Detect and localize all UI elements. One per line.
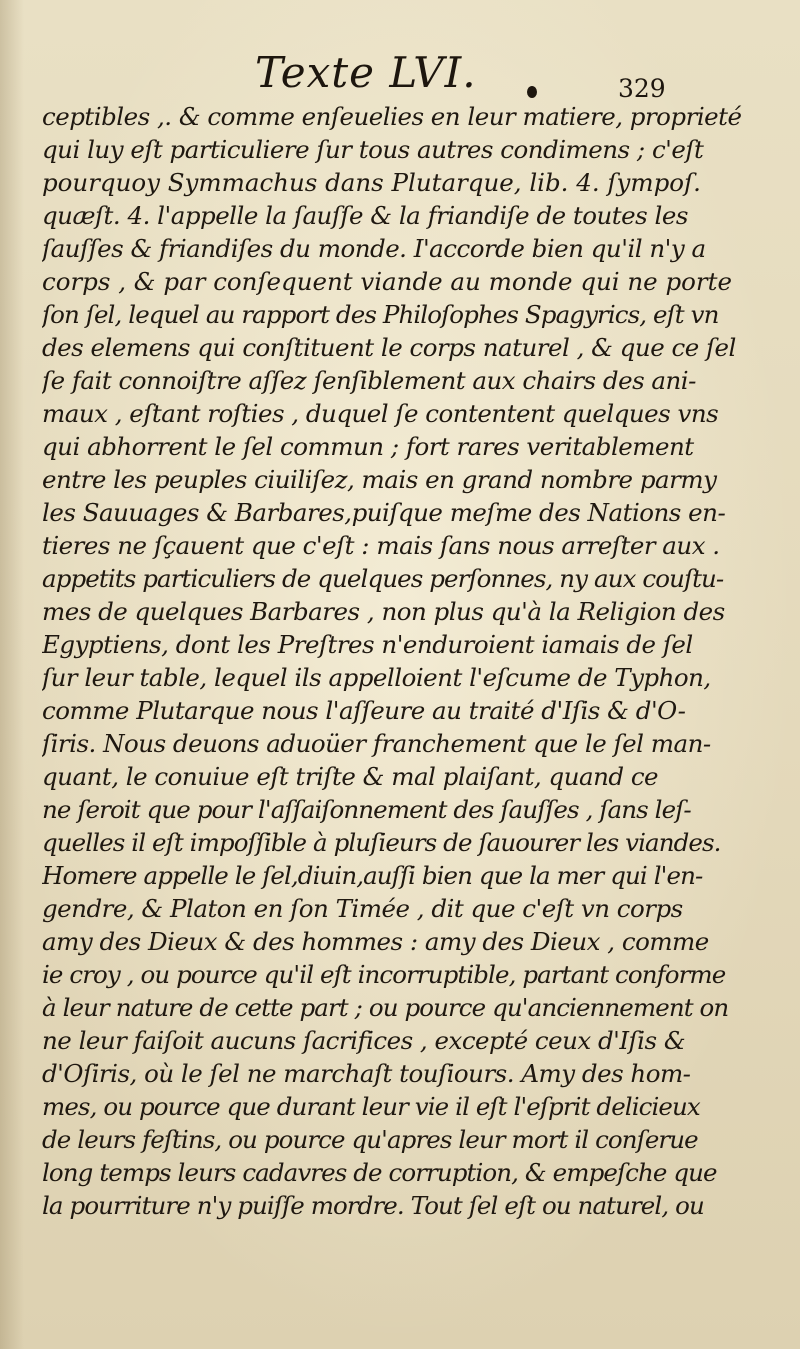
text-line: les Sauuages & Barbares,puiſque meſme des Nations en- xyxy=(42,498,726,527)
text-line: comme Plutarque nous l'aſſeure au traité d'Iſis & d'O- xyxy=(42,696,686,725)
text-line: à leur nature de cette part ; ou pource qu'anciennement on xyxy=(42,993,729,1022)
text-line: d'Oſiris, où le ſel ne marchaſt touſiours. Amy des hom- xyxy=(42,1059,691,1088)
text-line: ne leur faiſoit aucuns ſacrifices , excepté ceux d'Iſis & xyxy=(42,1026,686,1055)
page-header xyxy=(0,38,800,103)
text-line: entre les peuples ciuiliſez, mais en grand nombre parmy xyxy=(42,465,717,494)
text-line: quæſt. 4. l'appelle la ſauſſe & la friandiſe de toutes les xyxy=(42,201,688,230)
running-head: Texte LVI. xyxy=(255,48,477,97)
text-line: mes, ou pource que durant leur vie il eſt l'eſprit delicieux xyxy=(42,1092,700,1121)
text-line: ceptibles ,. & comme enſeuelies en leur matiere, proprieté xyxy=(42,102,742,131)
text-line: Egyptiens, dont les Preſtres n'enduroient iamais de ſel xyxy=(42,630,693,659)
text-line: appetits particuliers de quelques perſonnes, ny aux couſtu- xyxy=(42,564,724,593)
body-text xyxy=(42,100,782,1222)
text-line: de leurs feſtins, ou pource qu'apres leur mort il conſerue xyxy=(42,1125,698,1154)
text-line: pourquoy Symmachus dans Plutarque, lib. 4. ſympoſ. xyxy=(42,168,701,197)
text-line: ſiris. Nous deuons aduoüer franchement que le ſel man- xyxy=(42,729,711,758)
text-line: corps , & par conſequent viande au monde qui ne porte xyxy=(42,267,732,296)
text-line: ne ſeroit que pour l'aſſaiſonnement des ſauſſes , ſans leſ- xyxy=(42,795,691,824)
gutter-shadow xyxy=(0,0,24,1349)
text-line: ie croy , ou pource qu'il eſt incorruptible, partant conforme xyxy=(42,960,726,989)
ink-spot xyxy=(527,86,537,98)
text-line: maux , eſtant roſties , duquel ſe contentent quelques vns xyxy=(42,399,719,428)
text-line: quant, le conuiue eſt triſte & mal plaiſant, quand ce xyxy=(42,762,659,791)
text-line: ſur leur table, lequel ils appelloient l'eſcume de Typhon, xyxy=(42,663,711,692)
text-line: qui abhorrent le ſel commun ; fort rares veritablement xyxy=(42,432,694,461)
text-line: tieres ne ſçauent que c'eſt : mais ſans nous arreſter aux . xyxy=(42,531,720,560)
text-line: gendre, & Platon en ſon Timée , dit que c'eſt vn corps xyxy=(42,894,683,923)
text-line: la pourriture n'y puiſſe mordre. Tout ſel eſt ou naturel, ou xyxy=(42,1191,704,1220)
text-line: Homere appelle le ſel,diuin,auſſi bien que la mer qui l'en- xyxy=(42,861,703,890)
page-number: 329 xyxy=(618,74,666,103)
text-line: ſe fait connoiſtre aſſez ſenſiblement aux chairs des ani- xyxy=(42,366,696,395)
text-line: ſauſſes & friandiſes du monde. I'accorde bien qu'il n'y a xyxy=(42,234,706,263)
text-line: mes de quelques Barbares , non plus qu'à la Religion des xyxy=(42,597,725,626)
text-line: ſon ſel, lequel au rapport des Philoſophes Spagyrics, eſt vn xyxy=(42,300,719,329)
text-line: long temps leurs cadavres de corruption, & empeſche que xyxy=(42,1158,717,1187)
text-line: amy des Dieux & des hommes : amy des Dieux , comme xyxy=(42,927,709,956)
text-line: qui luy eſt particuliere ſur tous autres condimens ; c'eſt xyxy=(42,135,704,164)
text-line: quelles il eſt impoſſible à pluſieurs de ſauourer les viandes. xyxy=(42,828,721,857)
text-line: des elemens qui conſtituent le corps naturel , & que ce ſel xyxy=(42,333,736,362)
